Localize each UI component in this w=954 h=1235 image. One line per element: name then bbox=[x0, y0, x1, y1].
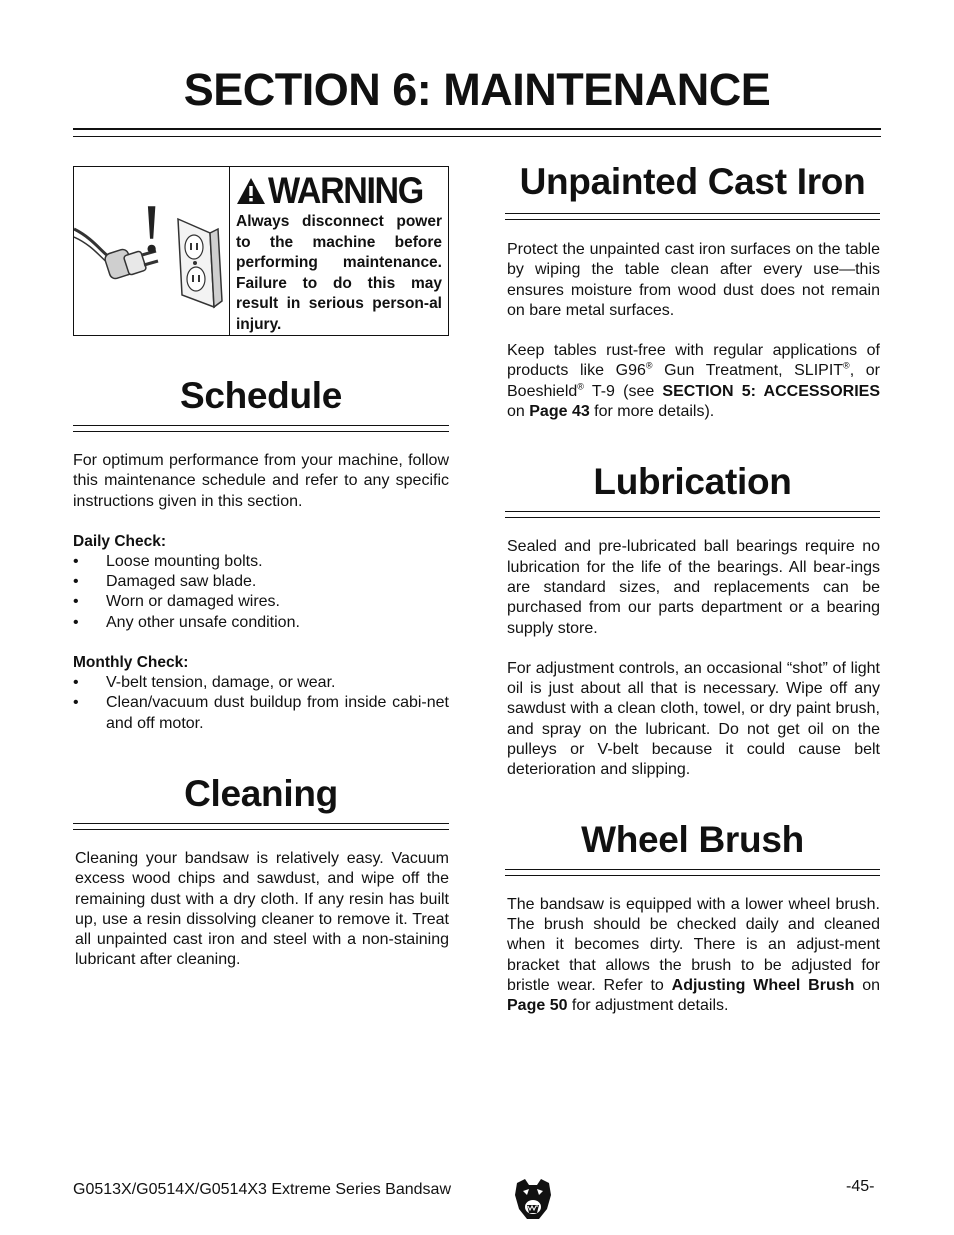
page-ref: Page 50 bbox=[507, 997, 568, 1015]
wheel-brush-text: The bandsaw is equipped with a lower wheel brush. The brush should be checked daily and cleaned when it becomes dirty. There is an adjust-ment bracket that allows the brush to be adjusted for bristle wear. Refer to Adjusting Wheel Brush on Page 50 for adjustment details. bbox=[507, 895, 881, 1015]
monthly-check-label: Monthly Check: bbox=[73, 654, 189, 672]
svg-text:!: ! bbox=[140, 191, 164, 268]
cast-iron-p1: Protect the unpainted cast iron surfaces on the table by wiping the table clean after every use—this ensures moisture from wood dust does not remain on bare metal surfaces. bbox=[507, 241, 880, 319]
page-number: -45- bbox=[846, 1178, 875, 1195]
lubrication-heading: Lubrication bbox=[593, 461, 792, 503]
schedule-heading: Schedule bbox=[179, 375, 343, 416]
monthly-check-list bbox=[73, 673, 449, 734]
bear-logo-icon bbox=[513, 1177, 553, 1221]
list-item: • Damaged saw blade. bbox=[73, 573, 257, 591]
warning-header bbox=[236, 171, 442, 211]
wheel-brush-divider bbox=[505, 869, 880, 876]
cleaning-divider bbox=[73, 823, 449, 830]
plug-icon bbox=[74, 167, 227, 334]
warning-illustration bbox=[74, 167, 230, 335]
schedule-intro: For optimum performance from your machine, follow this maintenance schedule and refer to any specific instructions given in this section. bbox=[73, 452, 449, 510]
lubrication-divider bbox=[505, 511, 880, 518]
warning-label: WARNING bbox=[268, 170, 423, 211]
cast-iron-heading: Unpainted Cast Iron bbox=[519, 161, 866, 202]
section-ref: Adjusting Wheel Brush bbox=[671, 976, 855, 994]
left-column bbox=[73, 166, 449, 971]
cleaning-heading: Cleaning bbox=[184, 772, 338, 814]
list-item: • Any other unsafe condition. bbox=[73, 613, 300, 631]
list-item: • Worn or damaged wires. bbox=[73, 593, 280, 611]
section-ref: SECTION 5: ACCESSORIES bbox=[662, 382, 880, 400]
list-item: • Clean/vacuum dust buildup from inside cabi-net and off motor. bbox=[73, 694, 449, 732]
page-title: SECTION 6: MAINTENANCE bbox=[183, 64, 771, 115]
daily-check-list bbox=[73, 552, 449, 633]
warning-triangle-icon bbox=[236, 176, 266, 206]
cast-iron-divider bbox=[505, 213, 880, 220]
cast-iron-p2: Keep tables rust-free with regular applications of products like G96® Gun Treatment, SLIPIT®, or Boeshield® T-9 (see SECTION 5: ACCESSORIES on Page 43 for more details). bbox=[507, 342, 880, 421]
daily-check-label: Daily Check: bbox=[73, 532, 167, 550]
wheel-brush-heading: Wheel Brush bbox=[581, 818, 804, 860]
list-item: • Loose mounting bolts. bbox=[73, 552, 263, 570]
outlet-icon bbox=[178, 219, 222, 307]
warning-box bbox=[73, 166, 449, 336]
schedule-divider bbox=[73, 425, 449, 432]
lubrication-p1: Sealed and pre-lubricated ball bearings require no lubrication for the life of the bearings. All bear-ings are standard sizes, and replacements can be purchased from our parts department or a bearing supply store. bbox=[507, 538, 880, 637]
list-item: • V-belt tension, damage, or wear. bbox=[73, 674, 336, 692]
cleaning-text: Cleaning your bandsaw is relatively easy. Vacuum excess wood chips and sawdust, and wipe off the remaining dust with a dry cloth. If any resin has built up, use a resin dissolving cleaner to remove it. Treat all unpainted cast iron and steel with a non-staining lubricant after cleaning. bbox=[75, 849, 449, 969]
title-divider bbox=[73, 128, 881, 137]
right-column bbox=[505, 160, 880, 1016]
footer-model: G0513X/G0514X/G0514X3 Extreme Series Bandsaw bbox=[73, 1181, 451, 1198]
page-ref: Page 43 bbox=[529, 403, 590, 421]
lubrication-p2: For adjustment controls, an occasional “shot” of light oil is just about all that is necessary. Wipe off any sawdust with a clean cloth, towel, or dry paint brush, and spray on the lubricant. Do not get oil on the pulleys or V-belt because it could cause belt deterioration and slipping. bbox=[507, 659, 880, 779]
warning-text-panel bbox=[230, 167, 448, 335]
warning-text: Always disconnect power to the machine before performing maintenance. Failure to do this may result in serious person-al injury. bbox=[236, 213, 442, 333]
